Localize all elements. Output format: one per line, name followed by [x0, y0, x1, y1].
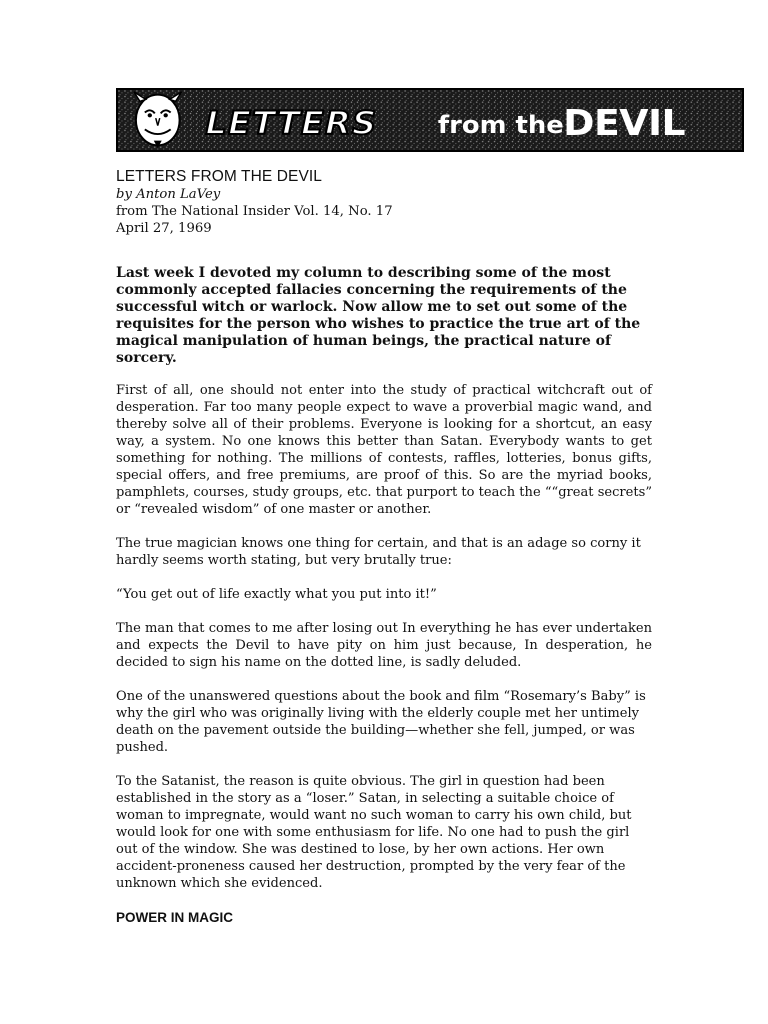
paragraph-4: The man that comes to me after losing out In everything he has ever undertaken and expects the Devil to have pity on him just because, In desperation, he decided to sign his name on the dotted line, is sadly deluded.: [116, 621, 652, 670]
publication-date: April 27, 1969: [116, 221, 212, 236]
section-heading: POWER IN MAGIC: [116, 910, 233, 925]
quote-paragraph: “You get out of life exactly what you put into it!”: [116, 587, 437, 602]
byline: by Anton LaVey: [116, 187, 221, 202]
document-title: LETTERS FROM THE DEVIL: [116, 168, 323, 185]
banner-letters-text: LETTERS: [205, 104, 378, 142]
banner-from-text: from the: [437, 110, 564, 139]
banner-art: [118, 90, 742, 150]
article-body: [116, 265, 652, 926]
header-banner: [116, 88, 744, 152]
paragraph-6: To the Satanist, the reason is quite obvious. The girl in question had been established in the story as a “loser.” Satan, in selecting a suitable choice of woman to impregnate, would want no such woman to carry his own child, but would look for one with some enthusiasm for life. No one had to push the girl out of the window. She was destined to lose, by her own actions. Her own accident-proneness caused her destruction, prompted by the very fear of the unknown which she evidenced.: [116, 774, 632, 891]
lead-paragraph: Last week I devoted my column to describing some of the most commonly accepted fallacies concerning the requirements of the successful witch or warlock. Now allow me to set out some of the requisites for the person who wishes to practice the true art of the magical manipulation of human beings, the practical nature of sorcery.: [116, 265, 641, 366]
paragraph-5: One of the unanswered questions about the book and film “Rosemary’s Baby” is why the girl who was originally living with the elderly couple met her untimely death on the pavement outside the building—whether she fell, jumped, or was pushed.: [116, 689, 646, 755]
document-header: [116, 167, 656, 237]
banner-devil-text: DEVIL: [563, 102, 686, 144]
source-line: from The National Insider Vol. 14, No. 17: [116, 204, 393, 219]
paragraph-1: First of all, one should not enter into the study of practical witchcraft out of desperation. Far too many people expect to wave a proverbial magic wand, and thereby solve all of their problems. Everyone is looking for a shortcut, an easy way, a system. No one knows this better than Satan. Everybody wants to get something for nothing. The millions of contests, raffles, lotteries, bonus gifts, special offers, and free premiums, are proof of this. So are the myriad books, pamphlets, courses, study groups, etc. that purport to teach the ““great secrets” or “revealed wisdom” of one master or another.: [116, 383, 652, 517]
paragraph-2: The true magician knows one thing for certain, and that is an adage so corny it hardly seems worth stating, but very brutally true:: [116, 536, 641, 568]
